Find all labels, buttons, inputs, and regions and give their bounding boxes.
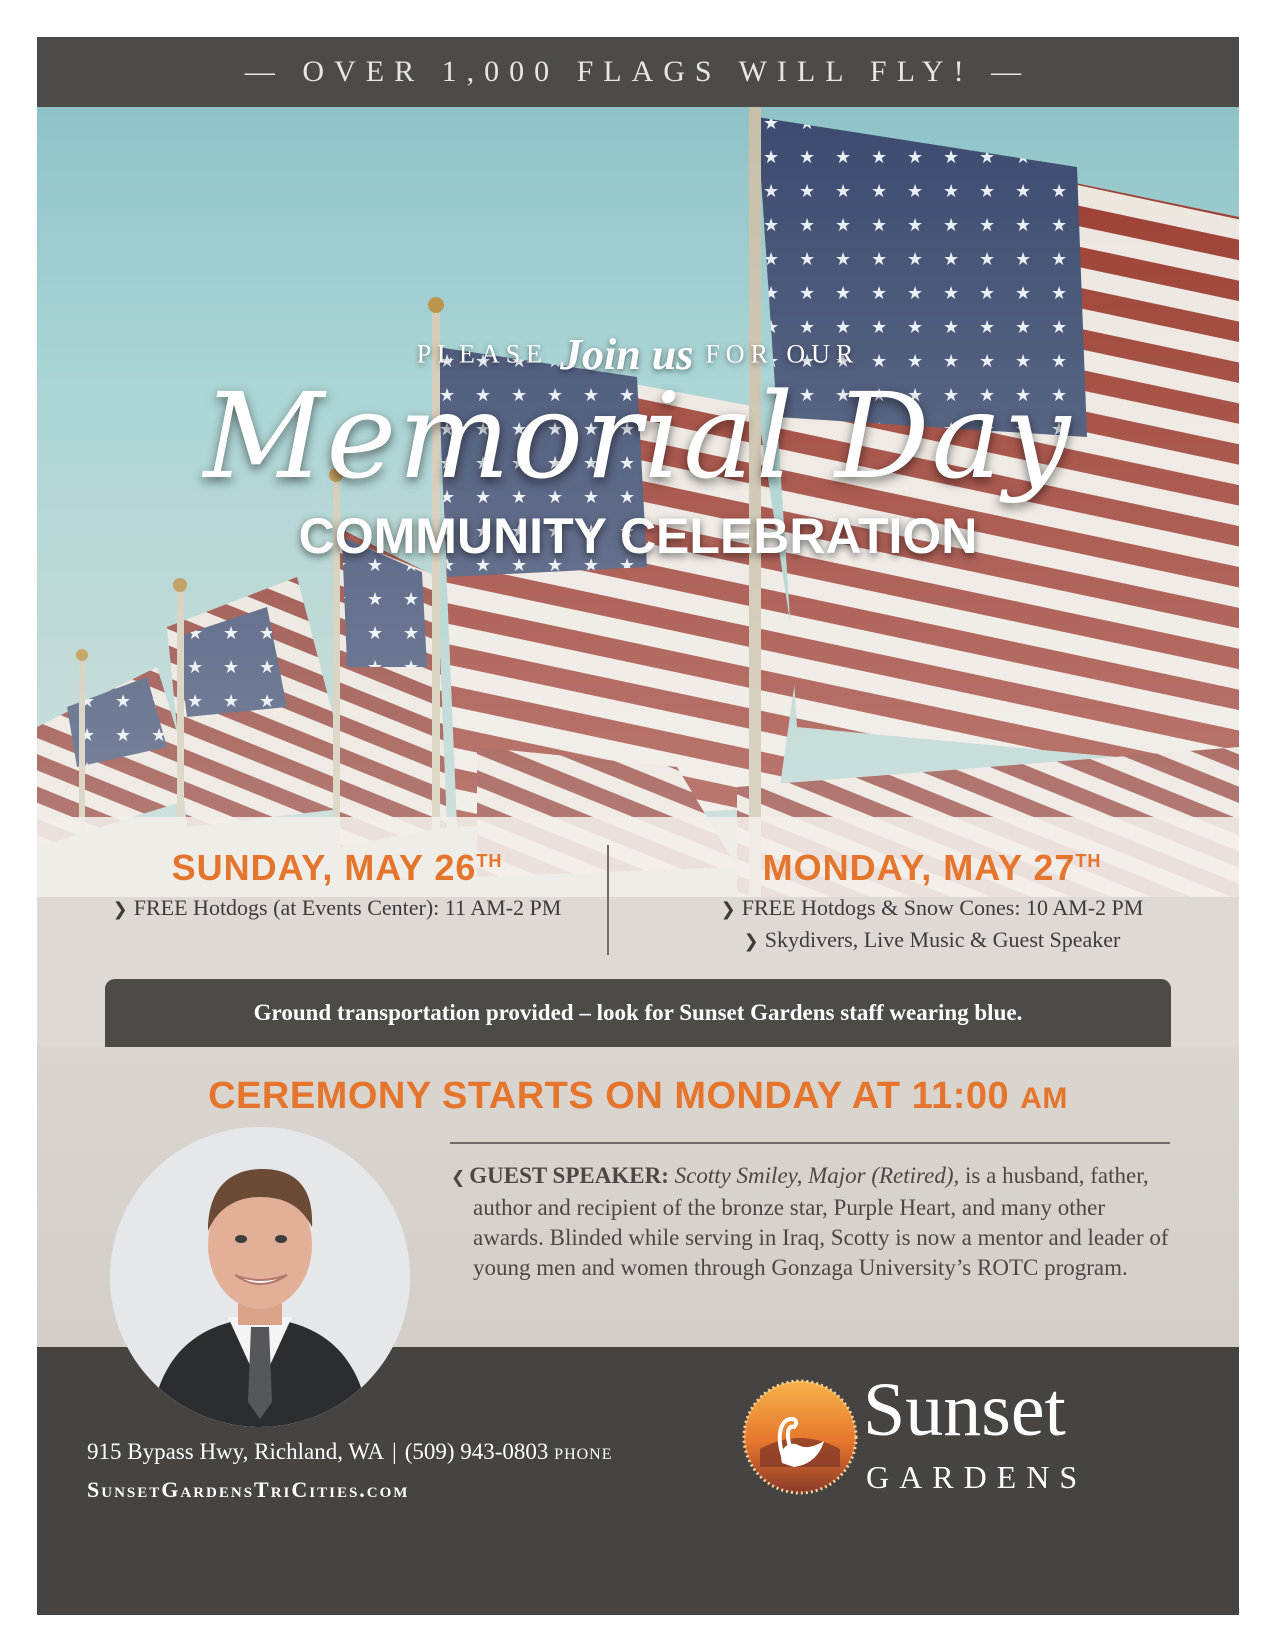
ceremony-divider bbox=[450, 1142, 1170, 1144]
phone-number: (509) 943-0803 bbox=[404, 1439, 549, 1464]
address-text: 915 Bypass Hwy, Richland, WA bbox=[87, 1439, 385, 1464]
logo-sub: GARDENS bbox=[866, 1459, 1088, 1495]
monday-item: ❯ Skydivers, Live Music & Guest Speaker bbox=[743, 927, 1121, 952]
sunday-item: ❯ FREE Hotdogs (at Events Center): 11 AM-2 PM bbox=[112, 895, 562, 920]
speaker-bio: is a husband, father, author and recipient of the bronze star, Purple Heart, and many other awards. Blinded while serving in Iraq, Scotty is now a mentor and leader of young men and women through Gonzaga University’s ROTC program. bbox=[473, 1163, 1169, 1280]
for-our-text: FOR OUR bbox=[705, 339, 860, 369]
logo-name: Sunset bbox=[863, 1368, 1066, 1452]
chevron-right-icon: ❯ bbox=[743, 931, 759, 952]
transport-banner bbox=[105, 979, 1171, 1047]
event-subtitle: COMMUNITY CELEBRATION bbox=[298, 508, 978, 564]
sunday-column bbox=[67, 847, 607, 921]
chevron-left-icon: ❮ bbox=[451, 1168, 466, 1188]
hero-image bbox=[37, 107, 1239, 897]
monday-suffix: TH bbox=[1075, 851, 1102, 871]
transport-text: Ground transportation provided – look for Sunset Gardens staff wearing blue. bbox=[253, 1000, 1023, 1025]
sunday-suffix: TH bbox=[476, 851, 503, 871]
speaker-description bbox=[451, 1161, 1173, 1283]
phone-label: PHONE bbox=[554, 1446, 613, 1463]
join-us-text: Join us bbox=[560, 330, 694, 379]
hero-text bbox=[37, 107, 1239, 897]
monday-title: MONDAY, MAY 27TH bbox=[762, 847, 1102, 888]
top-banner bbox=[37, 37, 1239, 107]
website-link[interactable]: SunsetGardensTriCities.com bbox=[87, 1477, 410, 1502]
swan-sunset-icon bbox=[740, 1377, 860, 1497]
contact-line bbox=[87, 1439, 613, 1465]
ceremony-title: CEREMONY STARTS ON MONDAY AT 11:00 AM bbox=[208, 1075, 1068, 1117]
dates-divider bbox=[607, 845, 609, 955]
monday-column bbox=[637, 847, 1227, 953]
contact-separator: | bbox=[392, 1439, 397, 1464]
speaker-label: GUEST SPEAKER: bbox=[469, 1163, 669, 1188]
chevron-right-icon: ❯ bbox=[720, 899, 736, 920]
please-text: PLEASE bbox=[416, 339, 549, 369]
event-title: Memorial Day bbox=[203, 367, 1073, 505]
monday-item: ❯ FREE Hotdogs & Snow Cones: 10 AM-2 PM bbox=[720, 895, 1144, 920]
flyer bbox=[37, 37, 1239, 1615]
sunset-gardens-logo bbox=[740, 1367, 1200, 1517]
chevron-right-icon: ❯ bbox=[112, 899, 128, 920]
speaker-name: Scotty Smiley, Major (Retired), bbox=[674, 1163, 960, 1188]
banner-text: — OVER 1,000 FLAGS WILL FLY! — bbox=[244, 55, 1032, 88]
sunday-title: SUNDAY, MAY 26TH bbox=[171, 847, 503, 888]
speaker-photo bbox=[110, 1127, 410, 1427]
ceremony-am: AM bbox=[1020, 1082, 1068, 1115]
